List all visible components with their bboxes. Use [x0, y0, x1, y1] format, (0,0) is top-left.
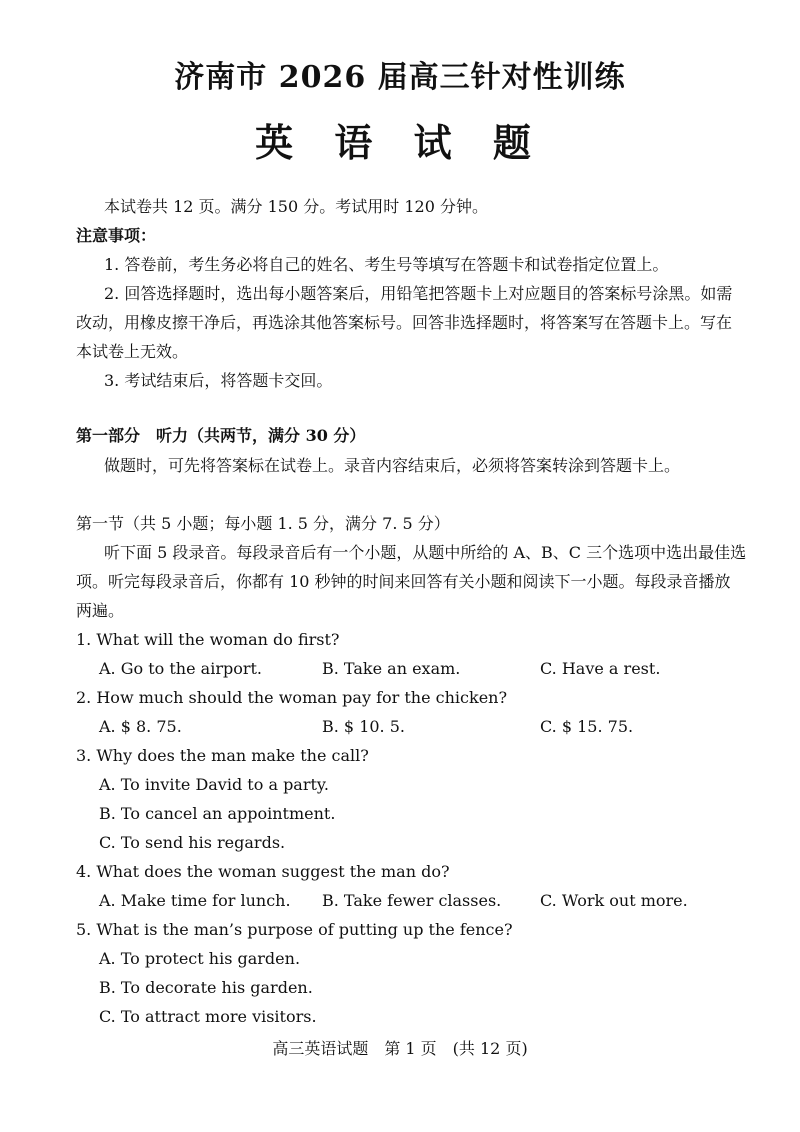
question-1-stem: 1. What will the woman do first? — [76, 630, 340, 649]
question-4-option-c: C. Work out more. — [540, 891, 688, 910]
notice-item-2-line-2: 改动，用橡皮擦干净后，再选涂其他答案标号。回答非选择题时，将答案写在答题卡上。写在 — [76, 313, 733, 332]
intro-line: 本试卷共 12 页。满分 150 分。考试用时 120 分钟。 — [104, 197, 488, 216]
question-1-option-b: B. Take an exam. — [322, 659, 461, 678]
section1-heading: 第一节（共 5 小题；每小题 1. 5 分，满分 7. 5 分） — [76, 514, 450, 533]
notice-heading: 注意事项： — [76, 226, 157, 245]
question-3-stem: 3. Why does the man make the call? — [76, 746, 369, 765]
question-2-option-a: A. $ 8. 75. — [99, 717, 182, 736]
question-1-option-c: C. Have a rest. — [540, 659, 661, 678]
notice-item-1: 1. 答卷前，考生务必将自己的姓名、考生号等填写在答题卡和试卷指定位置上。 — [104, 255, 669, 274]
question-4-option-b: B. Take fewer classes. — [322, 891, 502, 910]
section1-instruction-line-2: 项。听完每段录音后，你都有 10 秒钟的时间来回答有关小题和阅读下一小题。每段录音播放 — [76, 572, 731, 591]
question-4-option-a: A. Make time for lunch. — [99, 891, 291, 910]
question-1-option-a: A. Go to the airport. — [99, 659, 263, 678]
notice-item-2-line-1: 2. 回答选择题时，选出每小题答案后，用铅笔把答题卡上对应题目的答案标号涂黑。如需 — [104, 284, 733, 303]
question-3-option-b: B. To cancel an appointment. — [99, 804, 336, 823]
exam-title: 济南市 2026 届高三针对性训练 — [174, 60, 626, 95]
notice-item-2-line-3: 本试卷上无效。 — [76, 342, 189, 361]
question-5-option-c: C. To attract more visitors. — [99, 1007, 317, 1026]
question-2-stem: 2. How much should the woman pay for the chicken? — [76, 688, 508, 707]
question-3-option-c: C. To send his regards. — [99, 833, 286, 852]
question-4-stem: 4. What does the woman suggest the man do? — [76, 862, 450, 881]
notice-item-3: 3. 考试结束后，将答题卡交回。 — [104, 371, 333, 390]
question-5-option-b: B. To decorate his garden. — [99, 978, 313, 997]
question-3-option-a: A. To invite David to a party. — [99, 775, 329, 794]
section1-instruction-line-3: 两遍。 — [76, 601, 125, 620]
part1-instruction: 做题时，可先将答案标在试卷上。录音内容结束后，必须将答案转涂到答题卡上。 — [104, 456, 681, 475]
exam-subject-title: 英 语 试 题 — [255, 120, 545, 165]
question-2-option-b: B. $ 10. 5. — [322, 717, 405, 736]
section1-instruction-line-1: 听下面 5 段录音。每段录音后有一个小题，从题中所给的 A、B、C 三个选项中选出最佳选 — [104, 543, 747, 562]
page-footer: 高三英语试题 第 1 页 (共 12 页) — [272, 1039, 528, 1058]
question-5-stem: 5. What is the man’s purpose of putting up the fence? — [76, 920, 513, 939]
question-2-option-c: C. $ 15. 75. — [540, 717, 634, 736]
question-5-option-a: A. To protect his garden. — [99, 949, 301, 968]
part1-heading: 第一部分 听力（共两节，满分 30 分） — [76, 426, 366, 445]
